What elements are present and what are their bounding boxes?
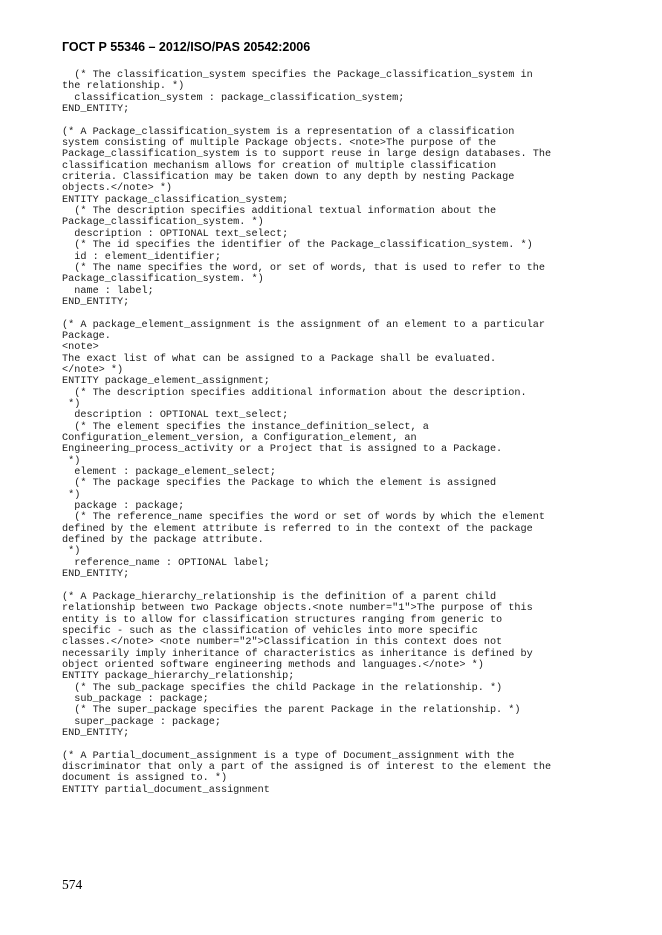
code-line: (* The id specifies the identifier of the Package_classification_system. *) [62, 240, 533, 252]
code-line: document is assigned to. *) [62, 773, 228, 785]
code-line: END_ENTITY; [62, 569, 130, 581]
code-line: (* A Package_hierarchy_relationship is the definition of a parent child [62, 591, 497, 603]
code-line: description : OPTIONAL text_select; [62, 410, 289, 422]
code-line: sub_package : package; [62, 693, 209, 705]
code-line: classification mechanism allows for creation of multiple classification [62, 160, 497, 172]
code-line: (* A Package_classification_system is a representation of a classification [62, 126, 515, 138]
code-line: (* The description specifies additional textual information about the [62, 206, 497, 218]
code-line: objects.</note> *) [62, 183, 173, 195]
code-line: defined by the element attribute is referred to in the context of the package [62, 523, 533, 535]
code-line: object oriented software engineering methods and languages.</note> *) [62, 659, 484, 671]
code-line: (* The description specifies additional information about the description. [62, 387, 527, 399]
code-line: END_ENTITY; [62, 296, 130, 308]
code-line: Package_classification_system is to support reuse in large design databases. The [62, 149, 552, 161]
code-line: reference_name : OPTIONAL label; [62, 557, 270, 569]
code-line: *) [62, 398, 81, 410]
code-line: super_package : package; [62, 716, 221, 728]
code-line: discriminator that only a part of the assigned is of interest to the element the [62, 761, 552, 773]
code-line: Configuration_element_version, a Configuration_element, an [62, 433, 417, 444]
code-line: ENTITY package_element_assignment; [62, 376, 270, 388]
code-line: id : element_identifier; [62, 251, 221, 263]
code-line: END_ENTITY; [62, 727, 130, 739]
code-line: name : label; [62, 285, 154, 297]
code-line: (* The classification_system specifies the Package_classification_system in [62, 70, 533, 81]
code-line: package : package; [62, 501, 185, 513]
code-line: (* A package_element_assignment is the assignment of an element to a particular [62, 319, 545, 331]
code-line: (* The name specifies the word, or set of words, that is used to refer to the [62, 262, 545, 274]
code-line: classification_system : package_classification_system; [62, 92, 405, 104]
code-line: (* The package specifies the Package to which the element is assigned [62, 478, 497, 490]
page-number: 574 [62, 877, 83, 892]
code-line: ENTITY package_classification_system; [62, 194, 289, 206]
code-line: The exact list of what can be assigned to a Package shall be evaluated. [62, 353, 497, 365]
code-line: ENTITY package_hierarchy_relationship; [62, 671, 295, 683]
code-line: element : package_element_select; [62, 467, 276, 479]
code-line: (* The reference_name specifies the word or set of words by which the element [62, 512, 545, 524]
code-line: the relationship. *) [62, 81, 185, 93]
blank-line [62, 308, 622, 319]
code-line: *) [62, 546, 81, 558]
code-line: (* A Partial_document_assignment is a type of Document_assignment with the [62, 750, 515, 762]
code-line: relationship between two Package objects.<note number="1">The purpose of this [62, 603, 533, 615]
code-line: system consisting of multiple Package objects. <note>The purpose of the [62, 138, 497, 150]
code-line: Engineering_process_activity or a Project that is assigned to a Package. [62, 444, 503, 456]
code-line: specific - such as the classification of vehicles into more specific [62, 625, 478, 637]
code-line: *) [62, 489, 81, 501]
blank-line [62, 739, 622, 750]
blank-line [62, 115, 622, 126]
code-line: </note> *) [62, 364, 124, 376]
code-line: Package_classification_system. *) [62, 217, 264, 229]
code-line: criteria. Classification may be taken down to any depth by nesting Package [62, 172, 515, 184]
blank-line [62, 580, 622, 591]
code-line: END_ENTITY; [62, 104, 130, 116]
code-line: (* The element specifies the instance_definition_select, a [62, 421, 429, 433]
code-line: ENTITY partial_document_assignment [62, 784, 270, 796]
code-line: (* The super_package specifies the parent Package in the relationship. *) [62, 705, 521, 717]
code-line: (* The sub_package specifies the child Package in the relationship. *) [62, 682, 503, 694]
code-line: necessarily imply inheritance of characteristics as inheritance is defined by [62, 648, 533, 660]
express-code-block [62, 70, 622, 796]
page-header: ГОСТ Р 55346 – 2012/ISO/PAS 20542:2006 [62, 40, 311, 54]
code-line: <note> [62, 342, 99, 354]
code-line: classes.</note> <note number="2">Classification in this context does not [62, 637, 503, 649]
code-line: entity is to allow for classification structures ranging from generic to [62, 614, 503, 626]
code-line: Package_classification_system. *) [62, 274, 264, 286]
code-line: description : OPTIONAL text_select; [62, 228, 289, 240]
code-line: defined by the package attribute. [62, 535, 264, 547]
code-line: *) [62, 455, 81, 467]
code-line: Package. [62, 330, 111, 342]
